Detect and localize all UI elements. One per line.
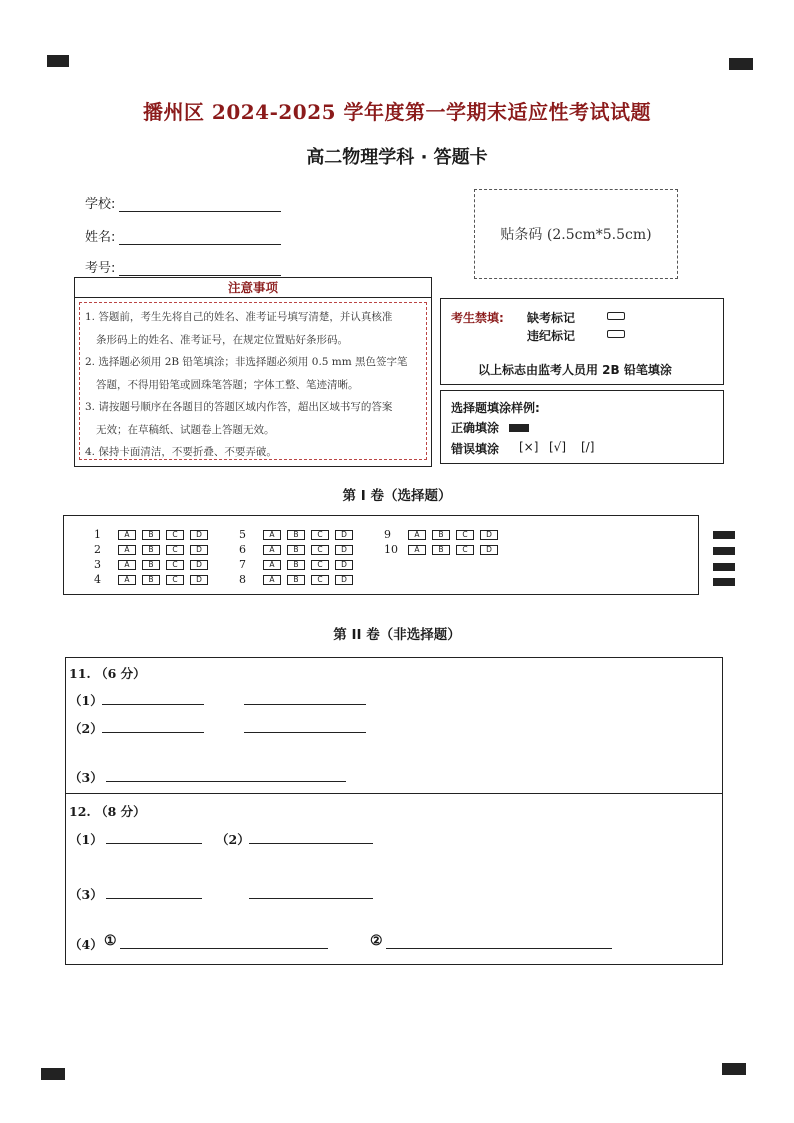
choice-option-d[interactable]: D <box>335 575 353 585</box>
choice-option-d[interactable]: D <box>190 575 208 585</box>
choice-question-row <box>239 528 359 541</box>
exam-marks-label: 考生禁填: <box>451 311 504 325</box>
choice-option-d[interactable]: D <box>480 545 498 555</box>
notes-line-5: 3. 请按题号顺序在各题目的答题区域内作答，超出区域书写的答案 <box>85 401 393 413</box>
choice-option-b[interactable]: B <box>287 530 305 540</box>
choice-option-a[interactable]: A <box>263 560 281 570</box>
exam-marks-box <box>440 298 724 385</box>
q12-heading: 12. （8 分） <box>69 804 146 819</box>
choice-option-c[interactable]: C <box>456 545 474 555</box>
school-field[interactable] <box>85 193 281 212</box>
choice-option-c[interactable]: C <box>311 545 329 555</box>
notes-title: 注意事项 <box>75 278 431 298</box>
choice-option-c[interactable]: C <box>166 530 184 540</box>
choice-option-b[interactable]: B <box>287 575 305 585</box>
choice-option-c[interactable]: C <box>166 560 184 570</box>
exam-number-label: 考号: <box>85 261 116 276</box>
choice-option-c[interactable]: C <box>311 575 329 585</box>
q12-part-1-line[interactable] <box>106 843 202 844</box>
choice-option-d[interactable]: D <box>190 545 208 555</box>
fill-sample-title: 选择题填涂样例: <box>451 401 540 415</box>
choice-question-number: 8 <box>239 573 246 586</box>
choice-option-b[interactable]: B <box>142 545 160 555</box>
q12-part-3-label: （3） <box>69 887 103 902</box>
violation-mark-box[interactable] <box>607 330 625 338</box>
name-field[interactable] <box>85 226 281 245</box>
notes-line-3: 2. 选择题必须用 2B 铅笔填涂；非选择题必须用 0.5 mm 黑色签字笔 <box>85 356 408 368</box>
q12-part-2-label: （2） <box>216 832 250 847</box>
corner-mark-top-left <box>47 55 69 67</box>
exam-marks-note: 以上标志由监考人员用 2B 铅笔填涂 <box>478 363 672 377</box>
q11-part-1-line-b[interactable] <box>244 704 366 705</box>
choice-question-number: 1 <box>94 528 101 541</box>
choice-option-a[interactable]: A <box>118 575 136 585</box>
q11-part-1-label: （1） <box>69 693 103 708</box>
q12-answer-box <box>65 793 723 965</box>
choice-option-b[interactable]: B <box>432 545 450 555</box>
q11-part-2-label: （2） <box>69 721 103 736</box>
choice-option-a[interactable]: A <box>263 575 281 585</box>
choice-question-number: 7 <box>239 558 246 571</box>
choice-option-d[interactable]: D <box>335 560 353 570</box>
choice-question-row <box>384 543 504 556</box>
q11-answer-box <box>65 657 723 794</box>
choice-question-row <box>94 558 214 571</box>
fill-sample-box <box>440 390 724 464</box>
choice-question-row <box>94 573 214 586</box>
choice-option-a[interactable]: A <box>408 545 426 555</box>
choice-option-d[interactable]: D <box>190 530 208 540</box>
q12-part-2-line[interactable] <box>249 843 373 844</box>
choice-option-d[interactable]: D <box>190 560 208 570</box>
choice-option-a[interactable]: A <box>118 545 136 555</box>
choice-option-c[interactable]: C <box>311 530 329 540</box>
choice-option-b[interactable]: B <box>142 575 160 585</box>
notes-line-7: 4. 保持卡面清洁，不要折叠、不要弄破。 <box>85 446 277 458</box>
timing-mark-4 <box>713 578 735 586</box>
q12-part-4-line-1[interactable] <box>120 948 328 949</box>
choice-question-number: 3 <box>94 558 101 571</box>
timing-mark-3 <box>713 563 735 571</box>
notes-line-1: 1. 答题前，考生先将自己的姓名、准考证号填写清楚，并认真核准 <box>85 311 393 323</box>
choice-question-number: 4 <box>94 573 101 586</box>
choice-option-d[interactable]: D <box>480 530 498 540</box>
notes-body <box>79 302 427 460</box>
section-1-title: 第 I 卷（选择题） <box>342 488 452 504</box>
page-subtitle: 高二物理学科 · 答题卡 <box>306 147 488 168</box>
name-label: 姓名: <box>85 230 116 245</box>
choice-option-b[interactable]: B <box>142 530 160 540</box>
choice-question-number: 5 <box>239 528 246 541</box>
notes-line-6: 无效；在草稿纸、试题卷上答题无效。 <box>96 423 275 436</box>
violation-label: 违纪标记 <box>527 329 576 343</box>
choice-option-a[interactable]: A <box>408 530 426 540</box>
choice-option-b[interactable]: B <box>287 560 305 570</box>
barcode-label: 贴条码 (2.5cm*5.5cm) <box>500 227 652 243</box>
page-title: 播州区 2024-2025 学年度第一学期末适应性考试试题 <box>142 100 652 124</box>
choice-option-a[interactable]: A <box>263 545 281 555</box>
absent-mark-box[interactable] <box>607 312 625 320</box>
q12-part-1-label: （1） <box>69 832 103 847</box>
absent-label: 缺考标记 <box>527 311 576 325</box>
wrong-fill-label: 错误填涂 <box>451 442 500 456</box>
choice-question-number: 9 <box>384 528 391 541</box>
notes-line-4: 答题，不得用铅笔或圆珠笔答题；字体工整、笔迹清晰。 <box>96 378 359 391</box>
choice-option-b[interactable]: B <box>142 560 160 570</box>
q11-part-2-line-b[interactable] <box>244 732 366 733</box>
notes-panel <box>74 277 432 467</box>
choice-option-d[interactable]: D <box>335 545 353 555</box>
wrong-fill-example-1: [×] <box>519 440 539 454</box>
choice-answer-box <box>63 515 699 595</box>
choice-question-row <box>94 543 214 556</box>
q12-part-4-label: （4） <box>69 937 103 952</box>
choice-question-row <box>384 528 504 541</box>
section-2-title: 第 II 卷（非选择题） <box>333 627 461 643</box>
choice-question-row <box>94 528 214 541</box>
q12-circle-1-label: ① <box>104 933 117 949</box>
q11-heading: 11. （6 分） <box>69 666 146 681</box>
choice-question-number: 6 <box>239 543 246 556</box>
choice-option-a[interactable]: A <box>118 560 136 570</box>
q11-part-1-line-a[interactable] <box>102 704 204 705</box>
choice-question-number: 2 <box>94 543 101 556</box>
corner-mark-bottom-right <box>722 1063 746 1075</box>
q11-part-3-line[interactable] <box>106 781 346 782</box>
wrong-fill-example-3: [/] <box>581 440 595 454</box>
q11-part-2-line-a[interactable] <box>102 732 204 733</box>
choice-option-b[interactable]: B <box>432 530 450 540</box>
choice-question-number: 10 <box>384 543 398 556</box>
barcode-area <box>474 189 678 279</box>
corner-mark-bottom-left <box>41 1068 65 1080</box>
choice-option-d[interactable]: D <box>335 530 353 540</box>
choice-option-a[interactable]: A <box>118 530 136 540</box>
timing-mark-1 <box>713 531 735 539</box>
choice-option-c[interactable]: C <box>311 560 329 570</box>
choice-question-row <box>239 558 359 571</box>
q12-part-3-line-a[interactable] <box>106 898 202 899</box>
choice-option-b[interactable]: B <box>287 545 305 555</box>
correct-fill-example <box>509 424 529 432</box>
choice-question-row <box>239 573 359 586</box>
school-label: 学校: <box>85 197 116 212</box>
choice-option-c[interactable]: C <box>456 530 474 540</box>
q11-part-3-label: （3） <box>69 770 103 785</box>
q12-circle-2-label: ② <box>370 933 383 949</box>
q12-part-4-line-2[interactable] <box>386 948 612 949</box>
choice-option-c[interactable]: C <box>166 545 184 555</box>
choice-option-a[interactable]: A <box>263 530 281 540</box>
exam-number-field[interactable] <box>85 257 281 276</box>
name-line[interactable] <box>119 231 281 245</box>
choice-question-row <box>239 543 359 556</box>
wrong-fill-example-2: [√] <box>549 440 567 454</box>
q12-part-3-line-b[interactable] <box>249 898 373 899</box>
correct-fill-label: 正确填涂 <box>451 421 500 435</box>
school-line[interactable] <box>119 198 281 212</box>
choice-option-c[interactable]: C <box>166 575 184 585</box>
notes-line-2: 条形码上的姓名、准考证号，在规定位置贴好条形码。 <box>96 333 348 346</box>
corner-mark-top-right <box>729 58 753 70</box>
exam-number-line[interactable] <box>119 262 281 276</box>
timing-mark-2 <box>713 547 735 555</box>
